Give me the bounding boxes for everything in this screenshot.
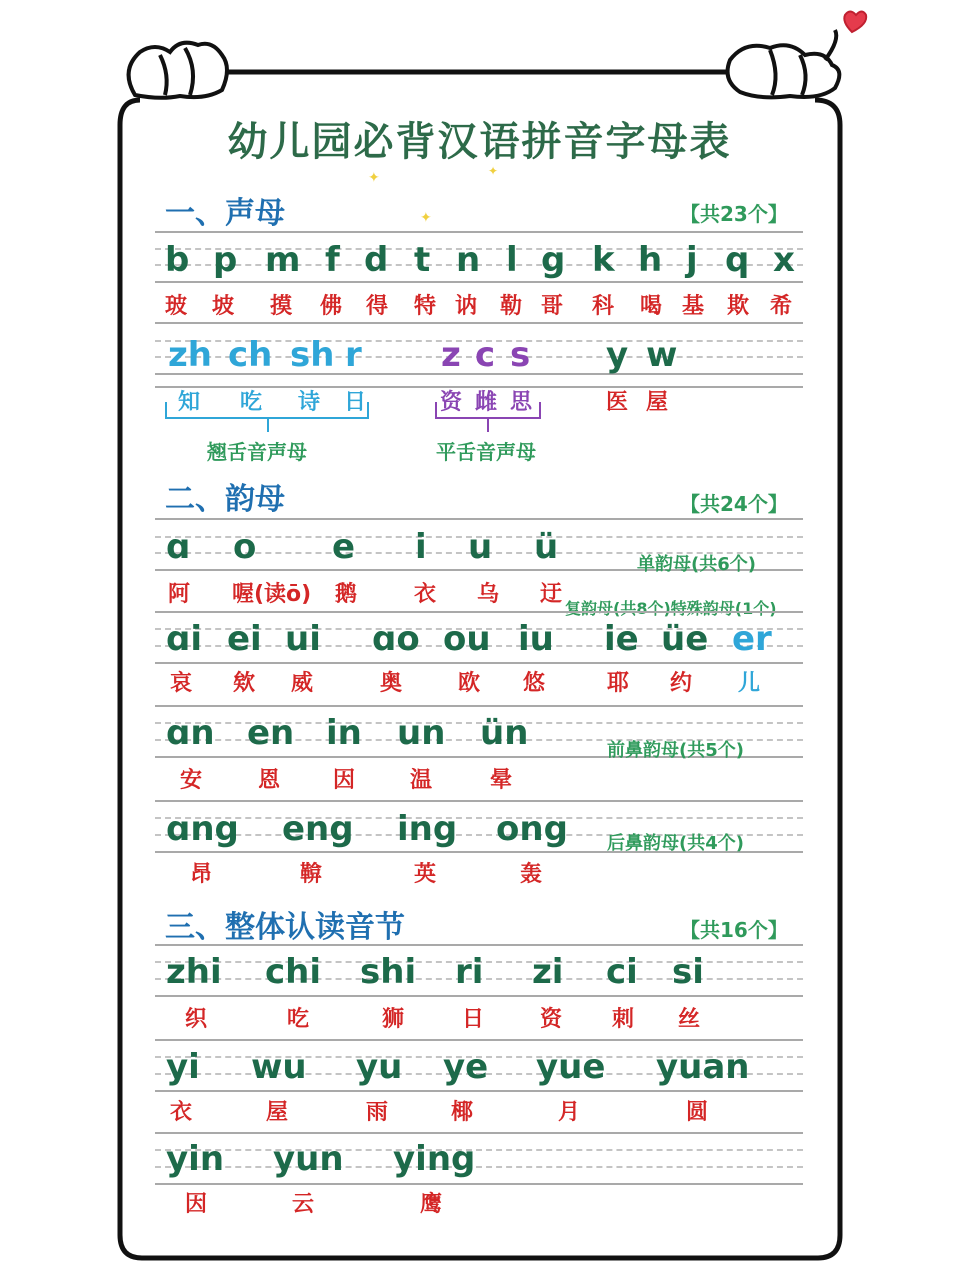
pinyin-flat: z [441, 335, 461, 375]
pinyin: zhi [166, 952, 222, 992]
note-front-nasal: 前鼻韵母(共5个) [607, 740, 744, 761]
section-count-initials: 【共23个】 [680, 202, 788, 226]
pinyin: ui [285, 619, 321, 659]
hanzi-retroflex: 日 [344, 390, 367, 415]
hanzi: 轰 [520, 862, 543, 887]
pinyin: ɑ [166, 527, 191, 567]
hanzi-flat: 资 [440, 390, 463, 415]
section-count-syllables: 【共16个】 [680, 918, 788, 942]
hanzi: 奥 [380, 671, 403, 696]
pinyin: u [468, 527, 493, 567]
pinyin: ye [443, 1047, 489, 1087]
group-brackets [0, 0, 959, 470]
hanzi: 迂 [540, 582, 563, 607]
hanzi: 织 [185, 1007, 208, 1032]
pinyin: ying [393, 1139, 476, 1179]
pinyin: yue [536, 1047, 606, 1087]
note-compound-finals: 复韵母(共8个)特殊韵母(1个) [565, 599, 777, 618]
pinyin: ɑng [166, 809, 239, 849]
hanzi: 摸 [270, 294, 293, 319]
hanzi: 屋 [266, 1100, 289, 1125]
hanzi: 温 [410, 768, 433, 793]
hanzi: 威 [291, 671, 314, 696]
pinyin: y [606, 335, 629, 375]
page-title: 幼儿园必背汉语拼音字母表 [227, 119, 732, 165]
hanzi: 讷 [455, 294, 478, 319]
pinyin: shi [360, 952, 417, 992]
hanzi: 衣 [414, 582, 437, 607]
hanzi-retroflex: 诗 [298, 390, 321, 415]
pinyin: iu [518, 619, 554, 659]
section-count-finals: 【共24个】 [680, 492, 788, 516]
pinyin: g [541, 240, 566, 280]
pinyin: ri [455, 952, 484, 992]
pinyin: zi [532, 952, 564, 992]
pinyin: b [165, 240, 190, 280]
hanzi: 因 [333, 768, 356, 793]
hanzi: 鹅 [335, 582, 358, 607]
hanzi: 希 [770, 294, 793, 319]
hanzi: 吃 [287, 1007, 310, 1032]
note-back-nasal: 后鼻韵母(共4个) [607, 833, 744, 854]
pinyin: j [686, 240, 698, 280]
pinyin-flat: s [510, 335, 531, 375]
pinyin: w [646, 335, 678, 375]
hanzi: 刺 [612, 1007, 635, 1032]
hanzi: 特 [414, 294, 437, 319]
hanzi: 约 [670, 671, 693, 696]
pinyin: ci [606, 952, 638, 992]
pinyin: ün [480, 713, 529, 753]
hanzi: 云 [292, 1192, 315, 1217]
pinyin: ong [496, 809, 568, 849]
hanzi: 欺 [727, 294, 750, 319]
hanzi: 欸 [233, 671, 256, 696]
label-flat: 平舌音声母 [436, 440, 536, 464]
pinyin: üe [661, 619, 709, 659]
pinyin: ɑo [372, 619, 420, 659]
hanzi: 椰 [451, 1100, 474, 1125]
hanzi-special: 儿 [738, 671, 761, 696]
hanzi-flat: 雌 [475, 390, 498, 415]
pinyin: en [247, 713, 295, 753]
pinyin: ou [443, 619, 491, 659]
pinyin: m [265, 240, 301, 280]
hanzi: 得 [366, 294, 389, 319]
hanzi: 狮 [382, 1007, 405, 1032]
hanzi: 坡 [212, 294, 235, 319]
star-icon: ✦ [368, 170, 380, 186]
section-heading-initials: 一、声母 [165, 196, 285, 231]
hanzi: 悠 [523, 671, 546, 696]
pinyin: h [638, 240, 663, 280]
hanzi: 晕 [490, 768, 513, 793]
hanzi: 科 [592, 294, 615, 319]
hanzi: 雨 [366, 1100, 389, 1125]
hanzi: 英 [414, 862, 437, 887]
note-simple-finals: 单韵母(共6个) [637, 554, 756, 575]
pinyin: ɑn [166, 713, 215, 753]
hanzi: 喝 [640, 294, 663, 319]
pinyin-retroflex: sh [290, 335, 335, 375]
pinyin: ü [534, 527, 559, 567]
pinyin-retroflex: r [345, 335, 362, 375]
pinyin: ei [227, 619, 262, 659]
pinyin-retroflex: zh [168, 335, 212, 375]
hanzi: 衣 [170, 1100, 193, 1125]
pinyin: wu [251, 1047, 307, 1087]
hanzi: 欧 [458, 671, 481, 696]
label-retroflex: 翘舌音声母 [207, 440, 307, 464]
hanzi: 鹰 [420, 1192, 443, 1217]
hanzi: 资 [540, 1007, 563, 1032]
hanzi: 恩 [258, 768, 281, 793]
pinyin: q [725, 240, 750, 280]
hanzi: 阿 [168, 582, 191, 607]
pinyin: o [233, 527, 257, 567]
pinyin: n [456, 240, 481, 280]
hanzi: 哀 [170, 671, 193, 696]
hanzi: 因 [185, 1192, 208, 1217]
pinyin: ɑi [166, 619, 202, 659]
pinyin: ing [397, 809, 458, 849]
hanzi: 丝 [678, 1007, 701, 1032]
hanzi: 鞥 [300, 862, 323, 887]
hanzi: 屋 [646, 390, 669, 415]
hanzi: 昂 [190, 862, 213, 887]
pinyin: yuan [656, 1047, 750, 1087]
pinyin: p [213, 240, 238, 280]
pinyin: yun [273, 1139, 344, 1179]
hanzi: 喔(读ō) [232, 582, 312, 607]
pinyin: yi [166, 1047, 200, 1087]
pinyin: d [364, 240, 389, 280]
hanzi: 哥 [541, 294, 564, 319]
pinyin: si [672, 952, 704, 992]
hanzi: 玻 [165, 294, 188, 319]
hanzi: 医 [606, 390, 629, 415]
pinyin: i [415, 527, 427, 567]
pinyin-retroflex: ch [228, 335, 273, 375]
hanzi: 基 [682, 294, 705, 319]
pinyin: ie [604, 619, 639, 659]
hanzi: 日 [462, 1007, 485, 1032]
hanzi-flat: 思 [510, 390, 533, 415]
hanzi: 勒 [500, 294, 523, 319]
pinyin: yu [356, 1047, 403, 1087]
hanzi: 佛 [320, 294, 343, 319]
pinyin: chi [265, 952, 322, 992]
pinyin-special: er [732, 619, 772, 659]
section-heading-finals: 二、韵母 [165, 482, 285, 517]
pinyin: t [414, 240, 431, 280]
hanzi: 圆 [686, 1100, 709, 1125]
pinyin: yin [166, 1139, 225, 1179]
pinyin: eng [282, 809, 354, 849]
pinyin: e [332, 527, 356, 567]
pinyin-flat: c [475, 335, 496, 375]
pinyin: k [592, 240, 615, 280]
section-heading-syllables: 三、整体认读音节 [165, 910, 405, 945]
hanzi: 乌 [477, 582, 500, 607]
hanzi: 耶 [607, 671, 630, 696]
pinyin: f [325, 240, 340, 280]
hanzi-retroflex: 吃 [240, 390, 263, 415]
hanzi: 安 [180, 768, 203, 793]
pinyin: in [326, 713, 362, 753]
pinyin: l [506, 240, 518, 280]
hanzi: 月 [558, 1100, 581, 1125]
star-icon: ✦ [420, 210, 432, 226]
pinyin: un [397, 713, 446, 753]
pinyin: x [773, 240, 795, 280]
star-icon: ✦ [488, 164, 499, 178]
hanzi-retroflex: 知 [178, 390, 201, 415]
